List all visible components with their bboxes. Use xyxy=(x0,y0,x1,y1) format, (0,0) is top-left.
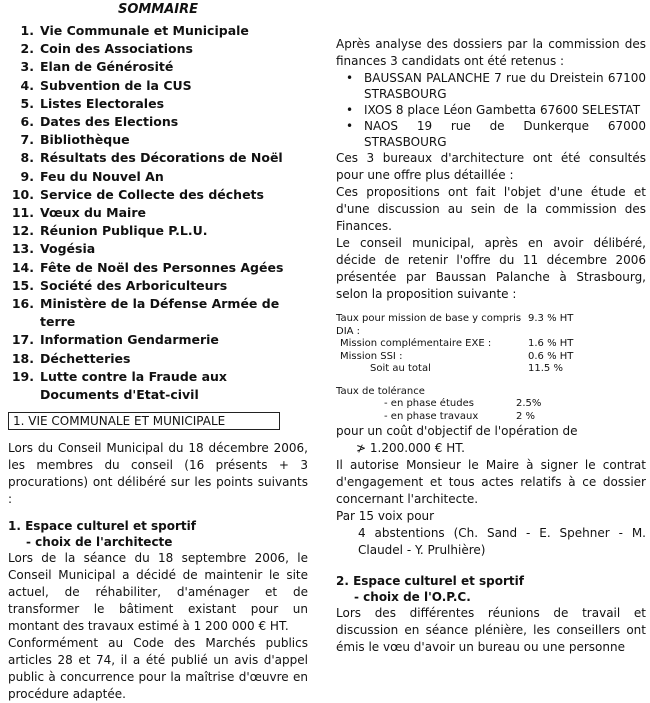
toc-label: Feu du Nouvel An xyxy=(40,168,164,184)
candidate-item: • BAUSSAN PALANCHE 7 rue du Dreistein 67100 STRASBOURG xyxy=(364,70,646,102)
toc-item xyxy=(8,113,308,131)
paragraph-c: Le conseil municipal, après en avoir délibéré, décide de retenir l'offre du 11 décembre 2006 présentée par Baussan Palanche à Strasbourg, selon la proposition suivante : xyxy=(336,236,646,301)
toc-number: 7. xyxy=(20,132,34,148)
toc-item xyxy=(8,168,308,186)
toc-label: Société des Arboriculteurs xyxy=(40,277,228,293)
toc-number: 3. xyxy=(20,59,34,75)
cost-line: pour un coût d'objectif de l'opération de xyxy=(336,424,578,438)
tolerance-table xyxy=(336,398,646,423)
toc-number: 17. xyxy=(11,332,34,348)
toc-label: Subvention de la CUS xyxy=(40,77,192,93)
toc-label: Elan de Générosité xyxy=(40,59,174,75)
toc-number: 5. xyxy=(20,95,34,111)
paragraph-b: Ces propositions ont fait l'objet d'une étude et d'une discussion au sein de la commission des Finances. xyxy=(336,185,646,233)
toc-item xyxy=(8,149,308,167)
toc-item xyxy=(8,277,308,295)
cost-value: ≯ 1.200.000 € HT. xyxy=(356,441,465,455)
toc-label: Déchetteries xyxy=(40,350,131,366)
tolerance-label: - en phase travaux xyxy=(384,410,479,422)
toc-item xyxy=(8,331,308,349)
toc-item xyxy=(8,58,308,76)
toc-label: Information Gendarmerie xyxy=(40,332,219,348)
tolerance-row xyxy=(336,398,646,411)
tolerance-row xyxy=(336,411,646,424)
abstentions-line: 4 abstentions (Ch. Sand - E. Spehner - M. Claudel - Y. Prulhière) xyxy=(358,526,646,557)
toc-label: Fête de Noël des Personnes Agées xyxy=(40,259,284,275)
toc-item xyxy=(8,204,308,222)
subsection-2-subtitle: - choix de l'O.P.C. xyxy=(354,590,471,604)
toc-number: 6. xyxy=(20,114,34,130)
toc-label: Lutte contre la Fraude aux Documents d'Etat-civil xyxy=(40,368,227,403)
intro-paragraph: Lors du Conseil Municipal du 18 décembre 2006, les membres du conseil (16 présents + 3 procurations) ont délibéré sur les points suivants : xyxy=(8,441,308,507)
toc-label: Résultats des Décorations de Noël xyxy=(40,150,283,166)
toc-number: 15. xyxy=(11,277,34,293)
toc-label: Bibliothèque xyxy=(40,132,130,148)
toc-label: Réunion Publique P.L.U. xyxy=(40,223,208,239)
toc-item xyxy=(8,295,308,331)
toc-item xyxy=(8,40,308,58)
toc-item xyxy=(8,186,308,204)
rate-value: 9.3 % HT xyxy=(528,313,574,324)
toc-item xyxy=(8,95,308,113)
rate-value: 0.6 % HT xyxy=(528,350,574,362)
toc-label: Listes Electorales xyxy=(40,95,165,111)
toc-item xyxy=(8,240,308,258)
toc-number: 13. xyxy=(11,241,34,257)
section-heading: 1. VIE COMMUNALE ET MUNICIPALE xyxy=(8,412,280,430)
rate-label: Soit au total xyxy=(370,363,431,374)
subsection-1-subtitle: - choix de l'architecte xyxy=(26,535,173,550)
right-column xyxy=(336,36,646,656)
toc-item xyxy=(8,131,308,149)
toc-number: 19. xyxy=(11,368,34,384)
toc-label: Ministère de la Défense Armée de terre xyxy=(40,296,280,330)
rates-table xyxy=(336,313,646,376)
toc-number: 12. xyxy=(11,223,34,239)
toc-number: 11. xyxy=(11,205,34,221)
toc-number: 2. xyxy=(20,41,34,57)
toc-item xyxy=(8,350,308,368)
rate-row xyxy=(336,313,646,338)
paragraph-last: Lors des différentes réunions de travail et discussion en séance plénière, les conseillers ont émis le vœu d'avoir un bureau ou une personne xyxy=(336,606,646,654)
toc-number: 16. xyxy=(11,296,34,312)
toc-label: Vœux du Maire xyxy=(40,205,146,221)
toc-number: 4. xyxy=(20,77,34,93)
summary-title: SOMMAIRE xyxy=(117,2,199,17)
toc-item xyxy=(8,22,308,40)
paragraph-a: Ces 3 bureaux d'architecture ont été consultés pour une offre plus détaillée : xyxy=(336,151,646,182)
paragraph-1: Lors de la séance du 18 septembre 2006, le Conseil Municipal a décidé de maintenir le site actuel, de réhabiliter, d'aménager et de transformer le bâtiment existant pour un montant des travaux estimé à 1 200 000 € HT. xyxy=(8,551,308,634)
tolerance-value: 2.5% xyxy=(516,398,542,409)
rate-value: 1.6 % HT xyxy=(528,338,574,349)
toc-label: Vogésia xyxy=(40,241,96,257)
toc-number: 18. xyxy=(11,350,34,366)
table-of-contents xyxy=(8,22,308,404)
toc-item xyxy=(8,259,308,277)
candidates-list xyxy=(336,70,646,150)
toc-item xyxy=(8,368,308,404)
toc-label: Vie Communale et Municipale xyxy=(40,23,249,38)
votes-line: Par 15 voix pour xyxy=(336,509,435,523)
subsection-2-title: 2. Espace culturel et sportif xyxy=(336,574,524,588)
paragraph-2: Conformément au Code des Marchés publics articles 28 et 74, il a été publié un avis d'appel public à concurrence pour la maîtrise d'œuvre en procédure adaptée. xyxy=(8,636,308,702)
toc-number: 8. xyxy=(20,150,34,166)
rate-label: Mission SSI : xyxy=(340,350,403,362)
toc-number: 10. xyxy=(11,186,34,202)
toc-label: Service de Collecte des déchets xyxy=(40,186,264,202)
candidate-item: • IXOS 8 place Léon Gambetta 67600 SELESTAT xyxy=(364,102,646,118)
tolerance-value: 2 % xyxy=(516,410,536,422)
rate-row xyxy=(336,351,646,364)
toc-number: 9. xyxy=(20,168,34,184)
toc-label: Dates des Elections xyxy=(40,114,179,130)
rate-label: Taux pour mission de base y compris DIA : xyxy=(336,313,522,337)
toc-item xyxy=(8,77,308,95)
tolerance-title: Taux de tolérance xyxy=(336,385,425,397)
rate-label: Mission complémentaire EXE : xyxy=(340,338,492,349)
toc-label: Coin des Associations xyxy=(40,41,193,57)
left-column xyxy=(8,0,308,703)
rate-row xyxy=(336,338,646,351)
authorize-paragraph: Il autorise Monsieur le Maire à signer le contrat d'engagement et tous actes relatifs à ce dossier concernant l'architecte. xyxy=(336,458,646,506)
toc-number: 1. xyxy=(20,23,34,38)
tolerance-label: - en phase études xyxy=(384,398,474,409)
rate-row xyxy=(336,363,646,376)
candidate-item: • NAOS 19 rue de Dunkerque 67000 STRASBOURG xyxy=(364,118,646,150)
candidates-intro: Après analyse des dossiers par la commission des finances 3 candidats ont été retenus : xyxy=(336,37,646,68)
subsection-1-title: 1. Espace culturel et sportif xyxy=(8,519,196,534)
toc-number: 14. xyxy=(11,259,34,275)
rate-value: 11.5 % xyxy=(528,363,563,374)
toc-item xyxy=(8,222,308,240)
